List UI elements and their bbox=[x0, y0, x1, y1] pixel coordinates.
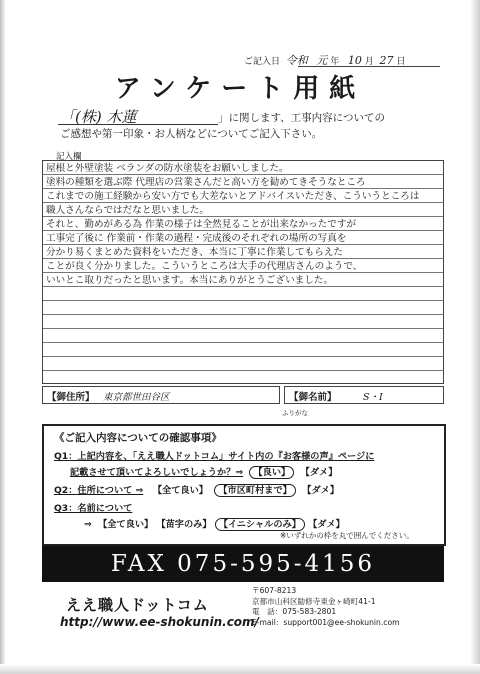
entry-rule bbox=[43, 370, 443, 371]
q1-question bbox=[54, 448, 374, 462]
scan-shadow-right bbox=[470, 0, 480, 674]
q2-option-no[interactable]: 【ダメ】 bbox=[302, 485, 340, 496]
address-value: 東京都世田谷区 bbox=[103, 392, 170, 403]
fax-banner: FAX 075-595-4156 bbox=[42, 546, 444, 582]
email-address: E-mail：support001@ee-shokunin.com bbox=[252, 617, 400, 627]
scan-shadow-bottom bbox=[0, 664, 480, 674]
q3-option-initial[interactable]: 【イニシャルのみ】 bbox=[215, 518, 305, 531]
page-title: アンケート用紙 bbox=[114, 74, 366, 104]
date-era: 令和 bbox=[285, 54, 308, 67]
q3-label: Q3：名前について bbox=[54, 503, 133, 514]
q3-answers bbox=[84, 516, 345, 530]
q3-option-all[interactable]: 【全て良い】 bbox=[98, 519, 154, 530]
address-field bbox=[42, 386, 280, 404]
website-url: http://www.ee-shokunin.com/ bbox=[60, 615, 259, 629]
entry-rule bbox=[43, 314, 443, 315]
entry-text-line-1: 屋根と外壁塗装 ベランダの防水塗装をお願いしました。 bbox=[46, 163, 289, 174]
furigana-label: ふりがな bbox=[282, 409, 308, 417]
phone-number: 電 話：075-583-2801 bbox=[252, 607, 337, 617]
company-name-handwritten: 「(株) 木蓮 bbox=[60, 108, 137, 126]
q3-row bbox=[54, 500, 132, 514]
entry-text-line-3: これまでの施工経験から安い方でも大差ないとアドバイスいただき、こういうところは bbox=[46, 191, 420, 202]
q1-option-yes[interactable]: 【良い】 bbox=[249, 466, 294, 479]
q1-text-a: Q1：上記内容を、「ええ職人ドットコム」サイト内の『お客様の声』ページに bbox=[54, 451, 375, 462]
entry-text-line-6: 工事完了後に 作業前・作業の過程・完成後のそれぞれの場所の写真を bbox=[46, 233, 347, 244]
entry-text-line-2: 塗料の種類を選ぶ際 代理店の営業さんだと高い方を勧めてきそうなところ bbox=[46, 177, 366, 188]
q2-option-all[interactable]: 【全て良い】 bbox=[152, 485, 208, 496]
entry-rule bbox=[43, 342, 443, 343]
entry-rule bbox=[43, 300, 443, 301]
entry-rule bbox=[43, 356, 443, 357]
date-year: 元 bbox=[316, 54, 328, 67]
address-label: 【御住所】 bbox=[47, 392, 95, 403]
intro-line-2: ご感想や第一印象・お人柄などについてご記入下さい。 bbox=[60, 128, 323, 140]
entry-text-line-7: 分かり易くまとめた資料をいただき、本当に丁寧に作業してもらえた bbox=[46, 247, 344, 258]
confirm-title: 《ご記入内容についての確認事項》 bbox=[54, 432, 222, 444]
q2-row bbox=[54, 482, 339, 496]
entry-text-line-5: それと、勤めがある為 作業の様子は全然見ることが出来なかったですが bbox=[46, 219, 357, 230]
q3-option-surname[interactable]: 【苗字のみ】 bbox=[156, 519, 212, 530]
date-underline bbox=[298, 66, 440, 67]
name-value: S・I bbox=[363, 392, 383, 403]
q1-text-b: 記載させて頂いてよろしいでしょうか？⇒ bbox=[70, 467, 244, 478]
entry-label: 記入欄 bbox=[56, 152, 82, 162]
address-name-row bbox=[42, 386, 442, 404]
company-address: 京都市山科区勧修寺東金ヶ崎町41-1 bbox=[252, 596, 376, 606]
name-field bbox=[284, 386, 444, 404]
q3-option-no[interactable]: 【ダメ】 bbox=[308, 519, 345, 530]
company-underline bbox=[58, 124, 218, 125]
contact-block bbox=[252, 586, 400, 628]
name-label: 【御名前】 bbox=[289, 392, 337, 403]
q1-option-no[interactable]: 【ダメ】 bbox=[300, 467, 338, 478]
q2-label: Q2：住所について ⇒ bbox=[54, 485, 144, 496]
date-month-unit: 月 bbox=[364, 57, 374, 67]
confirm-box bbox=[42, 424, 446, 546]
q3-arrow: ⇒ bbox=[84, 519, 92, 530]
postal-code: 〒607-8213 bbox=[252, 586, 297, 595]
intro-line-1: 」に関します、工事内容についての bbox=[218, 112, 385, 124]
q2-option-city[interactable]: 【市区町村まで】 bbox=[214, 484, 296, 497]
entry-text-line-8: ことが良く分かりました。こういうところは大手の代理店さんのようで、 bbox=[46, 261, 363, 272]
entry-rule bbox=[43, 328, 443, 329]
entry-box bbox=[42, 160, 444, 384]
date-day: 27 bbox=[379, 54, 394, 67]
brand-name: ええ職人ドットコム bbox=[66, 596, 209, 614]
scan-shadow-left bbox=[0, 0, 6, 674]
confirm-note: ※いずれかの枠を丸で囲んでください。 bbox=[280, 531, 414, 540]
date-month: 10 bbox=[347, 54, 362, 67]
date-year-unit: 年 bbox=[330, 57, 340, 67]
date-day-unit: 日 bbox=[396, 57, 406, 67]
entry-text-line-9: いいとこ取りだったと思います。本当にありがとうございました。 bbox=[46, 275, 334, 286]
entry-text-line-4: 職人さんならではだなと思いました。 bbox=[46, 205, 209, 216]
date-label: ご記入日 bbox=[244, 57, 281, 67]
q1-answers bbox=[70, 464, 337, 478]
